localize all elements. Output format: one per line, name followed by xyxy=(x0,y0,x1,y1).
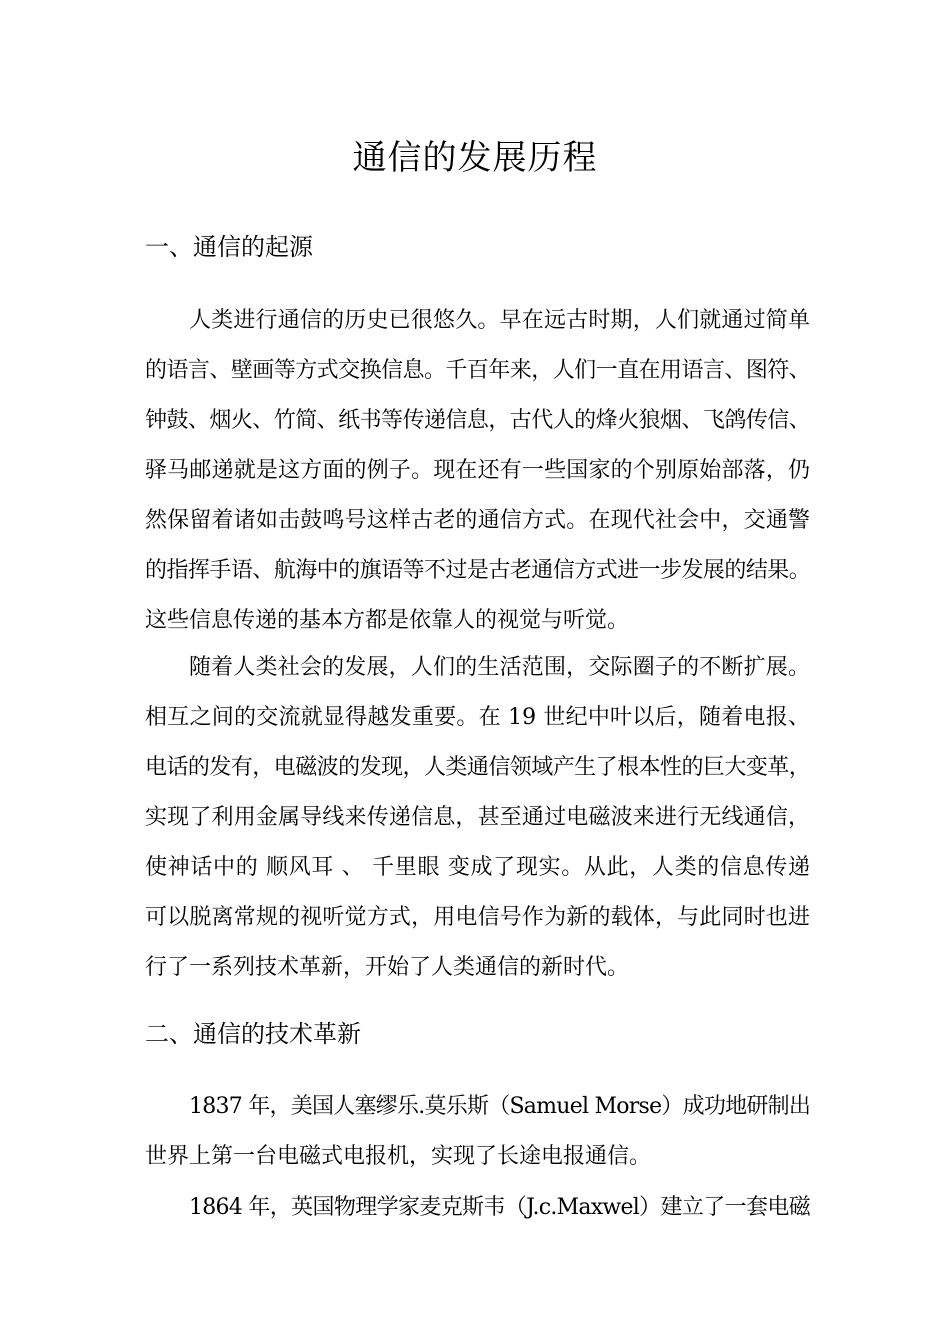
text-line: 这些信息传递的基本方都是依靠人的视觉与听觉。 xyxy=(145,608,630,633)
document-title: 通信的发展历程 xyxy=(352,138,598,178)
text-line: 相互之间的交流就显得越发重要。在 19 世纪中叶以后，随着电报、 xyxy=(145,705,810,730)
text-line: 1864 年，英国物理学家麦克斯韦（J.c.Maxwel）建立了一套电磁 xyxy=(189,1195,810,1220)
paragraph-origin-2 xyxy=(145,643,810,993)
paragraph-innovation-1 xyxy=(145,1082,810,1182)
paragraph-origin-1 xyxy=(145,296,810,646)
paragraph-innovation-2 xyxy=(145,1183,810,1233)
text-line: 行了一系列技术革新，开始了人类通信的新时代。 xyxy=(145,955,630,980)
section-heading-innovation: 二、通信的技术革新 xyxy=(145,1020,361,1048)
text-line: 驿马邮递就是这方面的例子。现在还有一些国家的个别原始部落，仍 xyxy=(145,458,810,483)
text-line: 钟鼓、烟火、竹简、纸书等传递信息，古代人的烽火狼烟、飞鸽传信、 xyxy=(145,408,810,433)
text-line: 使神话中的 顺风耳 、 千里眼 变成了现实。从此，人类的信息传递 xyxy=(145,855,810,880)
text-line: 可以脱离常规的视听觉方式，用电信号作为新的载体，与此同时也进 xyxy=(145,905,810,930)
text-line: 实现了利用金属导线来传递信息，甚至通过电磁波来进行无线通信， xyxy=(145,805,810,830)
text-line: 然保留着诸如击鼓鸣号这样古老的通信方式。在现代社会中，交通警 xyxy=(145,508,810,533)
text-line: 电话的发有，电磁波的发现，人类通信领域产生了根本性的巨大变革， xyxy=(145,755,810,780)
text-line: 世界上第一台电磁式电报机，实现了长途电报通信。 xyxy=(145,1144,652,1169)
text-line: 的语言、壁画等方式交换信息。千百年来，人们一直在用语言、图符、 xyxy=(145,358,810,383)
text-line: 的指挥手语、航海中的旗语等不过是古老通信方式进一步发展的结果。 xyxy=(145,558,810,583)
text-line: 人类进行通信的历史已很悠久。早在远古时期，人们就通过简单 xyxy=(189,308,810,333)
text-line: 随着人类社会的发展，人们的生活范围，交际圈子的不断扩展。 xyxy=(189,655,810,680)
section-heading-origin: 一、通信的起源 xyxy=(145,233,313,261)
text-line: 1837 年，美国人塞缪乐.莫乐斯（Samuel Morse）成功地研制出 xyxy=(189,1094,811,1119)
